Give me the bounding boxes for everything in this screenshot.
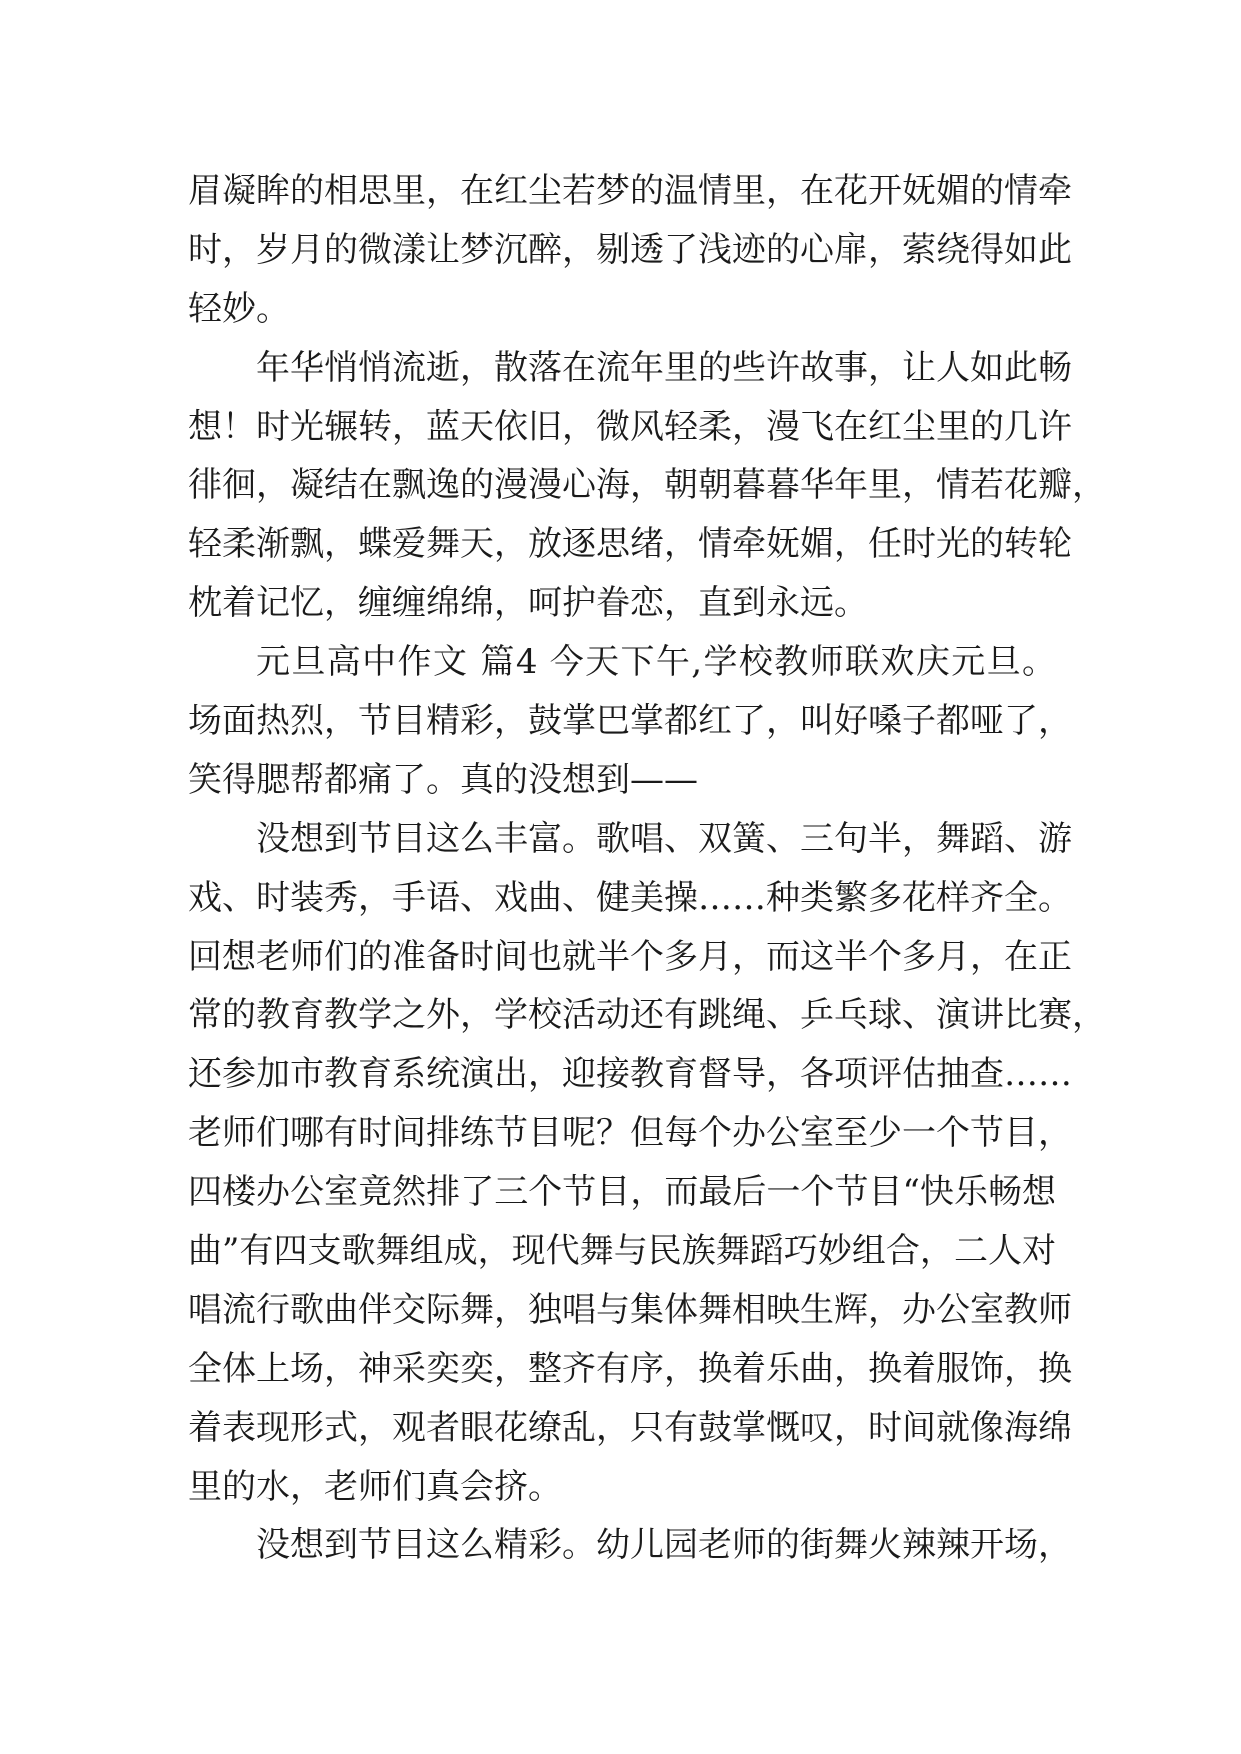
body-text (188, 162, 1106, 1575)
text-line: 还参加市教育系统演出，迎接教育督导，各项评估抽查…… (188, 1054, 1072, 1095)
text-line: 常的教育教学之外，学校活动还有跳绳、乒乓球、演讲比赛， (188, 995, 1106, 1036)
text-line: 唱流行歌曲伴交际舞，独唱与集体舞相映生辉，办公室教师 (188, 1289, 1072, 1330)
text-line: 想！时光辗转，蓝天依旧，微风轻柔，漫飞在红尘里的几许 (188, 406, 1072, 447)
text-line: 里的水，老师们真会挤。 (188, 1466, 562, 1507)
text-line: 徘徊，凝结在飘逸的漫漫心海，朝朝暮暮华年里，情若花瓣， (188, 465, 1106, 506)
text-line: 回想老师们的准备时间也就半个多月，而这半个多月，在正 (188, 936, 1072, 977)
text-line: 眉凝眸的相思里，在红尘若梦的温情里，在花开妩媚的情牵 (188, 171, 1072, 211)
text-line: 轻柔渐飘，蝶爱舞天，放逐思绪，情牵妩媚，任时光的转轮 (188, 524, 1072, 565)
section-heading-line: 元旦高中作文 篇4 今天下午,学校教师联欢庆元旦。 (256, 642, 1056, 683)
text-line: 曲”有四支歌舞组成，现代舞与民族舞蹈巧妙组合，二人对 (188, 1231, 1056, 1272)
text-line: 轻妙。 (188, 288, 290, 329)
text-line: 四楼办公室竟然排了三个节目，而最后一个节目“快乐畅想 (188, 1172, 1056, 1213)
text-line: 着表现形式，观者眼花缭乱，只有鼓掌慨叹，时间就像海绵 (188, 1407, 1072, 1448)
text-line: 时，岁月的微漾让梦沉醉，剔透了浅迹的心扉，萦绕得如此 (188, 229, 1072, 270)
text-line: 老师们哪有时间排练节目呢？但每个办公室至少一个节目， (188, 1113, 1072, 1154)
text-line: 全体上场，神采奕奕，整齐有序，换着乐曲，换着服饰，换 (188, 1348, 1072, 1389)
text-line: 场面热烈，节目精彩，鼓掌巴掌都红了，叫好嗓子都哑了， (188, 701, 1072, 742)
text-line: 笑得腮帮都痛了。真的没想到—— (188, 759, 698, 800)
text-line: 没想到节目这么丰富。歌唱、双簧、三句半，舞蹈、游 (256, 818, 1072, 859)
text-line: 戏、时装秀，手语、戏曲、健美操……种类繁多花样齐全。 (188, 877, 1072, 918)
text-line: 年华悄悄流逝，散落在流年里的些许故事，让人如此畅 (256, 347, 1072, 388)
text-line: 没想到节目这么精彩。幼儿园老师的街舞火辣辣开场， (256, 1525, 1072, 1566)
text-line: 枕着记忆，缠缠绵绵，呵护眷恋，直到永远。 (188, 583, 868, 624)
